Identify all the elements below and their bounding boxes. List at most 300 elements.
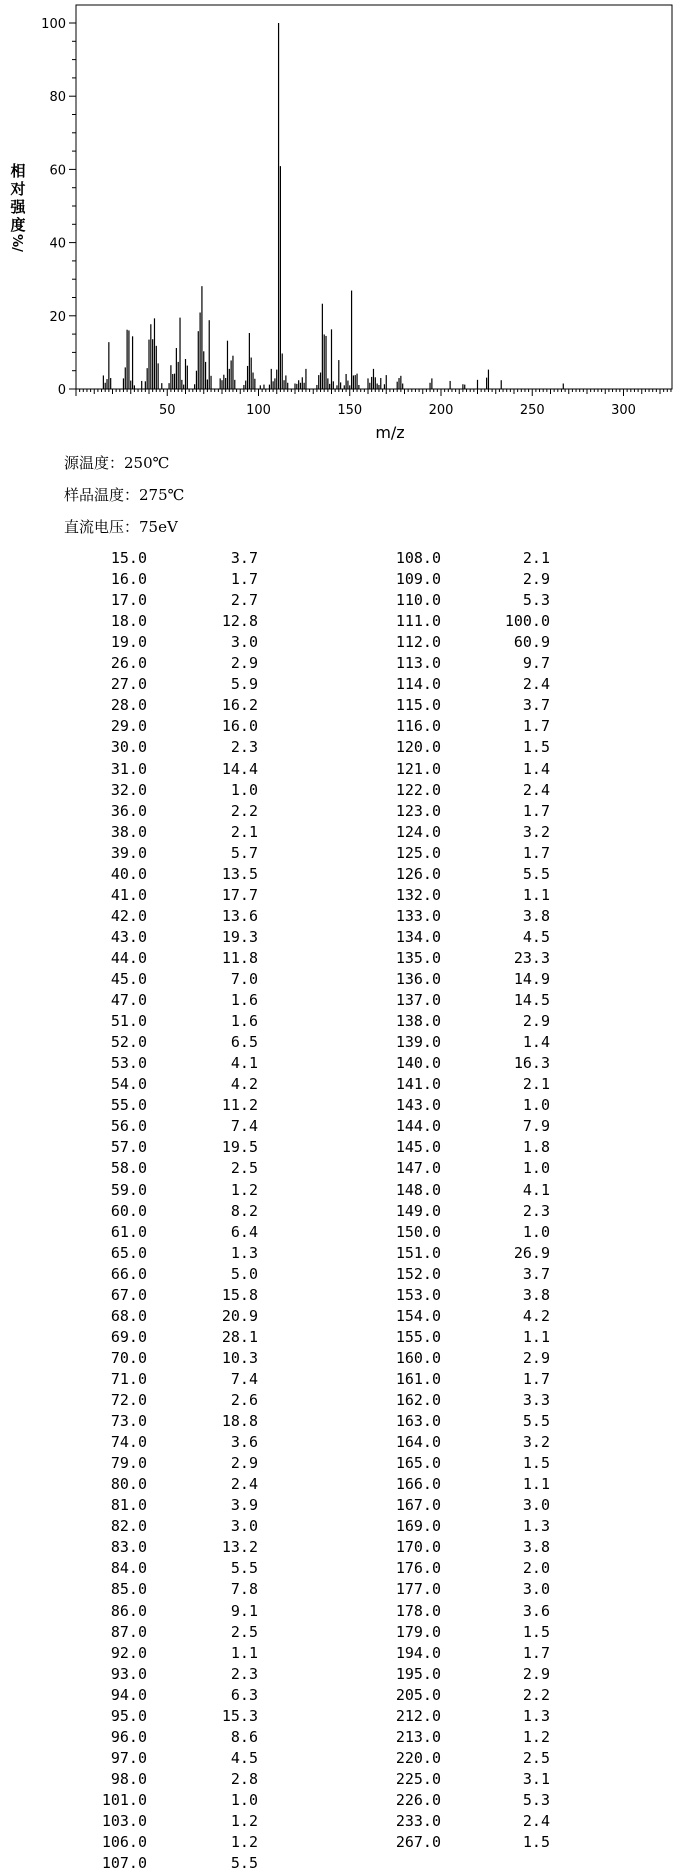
- intensity-value: 2.9: [522, 1348, 550, 1367]
- y-tick-label: 80: [49, 90, 66, 106]
- intensity-value: 26.9: [513, 1243, 550, 1262]
- table-row-right: [0, 1558, 680, 1579]
- mz-value: 115.0: [395, 696, 441, 715]
- intensity-value: 5.9: [230, 675, 258, 694]
- table-row-right: [0, 1537, 680, 1558]
- y-axis-label-char: 度: [10, 216, 26, 234]
- mz-value: 205.0: [395, 1685, 441, 1704]
- mz-value: 92.0: [110, 1643, 147, 1662]
- x-tick-label: 300: [611, 403, 636, 418]
- table-row-right: [0, 990, 680, 1011]
- intensity-value: 1.5: [522, 1454, 550, 1473]
- intensity-value: 1.4: [522, 1033, 550, 1052]
- mz-value: 84.0: [110, 1559, 147, 1578]
- intensity-value: 1.0: [522, 1159, 550, 1178]
- intensity-value: 1.1: [230, 1643, 258, 1662]
- mz-value: 96.0: [110, 1727, 147, 1746]
- mz-value: 167.0: [395, 1496, 441, 1515]
- intensity-value: 1.4: [522, 759, 550, 778]
- mz-value: 106.0: [101, 1833, 147, 1852]
- table-row-right: [0, 1664, 680, 1685]
- mz-value: 97.0: [110, 1748, 147, 1767]
- mz-value: 68.0: [110, 1306, 147, 1325]
- table-row-right: [0, 1243, 680, 1264]
- intensity-value: 12.8: [221, 612, 258, 631]
- table-row-right: [0, 906, 680, 927]
- intensity-value: 1.7: [230, 570, 258, 589]
- intensity-value: 4.1: [522, 1180, 550, 1199]
- mz-value: 126.0: [395, 864, 441, 883]
- table-row-right: [0, 1390, 680, 1411]
- intensity-value: 13.2: [221, 1538, 258, 1557]
- intensity-value: 14.9: [513, 970, 550, 988]
- table-row-right: [0, 1306, 680, 1327]
- mz-value: 135.0: [395, 948, 441, 967]
- table-row-right: [0, 1706, 680, 1727]
- intensity-value: 3.1: [522, 1769, 550, 1788]
- intensity-value: 3.0: [522, 1580, 550, 1599]
- x-tick-label: 100: [246, 403, 271, 418]
- dc-voltage: 直流电压：75eV: [64, 518, 178, 536]
- intensity-value: 3.6: [522, 1601, 550, 1620]
- table-row-right: [0, 948, 680, 969]
- mz-value: 18.0: [110, 612, 147, 631]
- intensity-value: 1.0: [522, 1096, 550, 1115]
- intensity-value: 3.2: [522, 822, 550, 841]
- mz-value: 74.0: [110, 1433, 147, 1452]
- intensity-value: 3.2: [522, 1433, 550, 1452]
- intensity-value: 19.3: [221, 927, 258, 946]
- mz-value: 73.0: [110, 1412, 147, 1431]
- intensity-value: 1.3: [522, 1706, 550, 1725]
- mz-value: 80.0: [110, 1475, 147, 1494]
- intensity-value: 1.1: [522, 885, 550, 904]
- intensity-value: 1.5: [522, 1622, 550, 1641]
- mass-spectrum-chart: [0, 0, 680, 450]
- intensity-value: 2.9: [230, 654, 258, 673]
- mz-value: 101.0: [101, 1790, 147, 1809]
- intensity-value: 3.6: [230, 1433, 258, 1452]
- intensity-value: 2.4: [522, 1812, 550, 1830]
- table-row-right: [0, 1116, 680, 1137]
- mz-value: 160.0: [395, 1348, 441, 1367]
- intensity-value: 15.8: [221, 1285, 258, 1304]
- mz-value: 112.0: [395, 633, 441, 652]
- mz-value: 145.0: [395, 1138, 441, 1157]
- mz-value: 47.0: [110, 991, 147, 1010]
- mz-value: 17.0: [110, 591, 147, 610]
- intensity-value: 28.1: [221, 1327, 258, 1346]
- y-axis-label-char: 对: [10, 180, 26, 198]
- intensity-value: 8.2: [230, 1201, 258, 1220]
- intensity-value: 100.0: [504, 612, 550, 631]
- intensity-value: 16.2: [221, 696, 258, 715]
- table-row-right: [0, 1285, 680, 1306]
- y-axis-label-char: 相: [10, 162, 26, 180]
- table-row-right: [0, 674, 680, 695]
- intensity-value: 20.9: [221, 1306, 258, 1325]
- mz-value: 51.0: [110, 1012, 147, 1031]
- intensity-value: 5.5: [522, 864, 550, 883]
- table-row-right: [0, 1643, 680, 1664]
- intensity-value: 1.5: [522, 738, 550, 757]
- mz-value: 155.0: [395, 1327, 441, 1346]
- intensity-value: 2.9: [522, 1012, 550, 1031]
- intensity-value: 1.0: [522, 1222, 550, 1241]
- intensity-value: 11.8: [221, 948, 258, 967]
- table-row-right: [0, 780, 680, 801]
- table-row-right: [0, 822, 680, 843]
- table-row-right: [0, 1053, 680, 1074]
- mz-value: 29.0: [110, 717, 147, 736]
- mz-value: 177.0: [395, 1580, 441, 1599]
- mz-value: 40.0: [110, 864, 147, 883]
- intensity-value: 1.6: [230, 991, 258, 1010]
- intensity-value: 3.7: [522, 1264, 550, 1283]
- intensity-value: 2.6: [230, 1391, 258, 1409]
- intensity-value: 6.5: [230, 1033, 258, 1052]
- table-row-right: [0, 1811, 680, 1832]
- mz-value: 108.0: [395, 549, 441, 567]
- intensity-value: 2.2: [230, 801, 258, 820]
- ticks-group: [41, 17, 671, 418]
- y-axis-label-char: 强: [10, 198, 26, 216]
- mz-value: 153.0: [395, 1285, 441, 1304]
- table-row-right: [0, 1074, 680, 1095]
- intensity-value: 16.3: [513, 1054, 550, 1073]
- mz-value: 39.0: [110, 843, 147, 862]
- intensity-value: 1.0: [230, 780, 258, 799]
- mz-value: 43.0: [110, 927, 147, 946]
- table-row-right: [0, 1369, 680, 1390]
- intensity-value: 5.0: [230, 1264, 258, 1283]
- mz-value: 44.0: [110, 948, 147, 967]
- mz-value: 114.0: [395, 675, 441, 694]
- mz-value: 213.0: [395, 1727, 441, 1746]
- intensity-value: 1.2: [230, 1833, 258, 1852]
- mz-value: 150.0: [395, 1222, 441, 1241]
- intensity-value: 7.0: [230, 970, 258, 988]
- mz-value: 55.0: [110, 1096, 147, 1115]
- intensity-value: 15.3: [221, 1706, 258, 1725]
- mz-value: 15.0: [110, 549, 147, 567]
- x-axis-label: m/z: [375, 423, 405, 442]
- y-tick-label: 40: [49, 236, 66, 252]
- y-tick-label: 100: [41, 17, 66, 32]
- intensity-value: 2.9: [522, 570, 550, 589]
- table-row-right: [0, 569, 680, 590]
- table-row-right: [0, 801, 680, 822]
- table-row-right: [0, 1832, 680, 1853]
- table-row-right: [0, 1495, 680, 1516]
- intensity-value: 1.7: [522, 1369, 550, 1388]
- intensity-value: 4.2: [522, 1306, 550, 1325]
- mz-value: 19.0: [110, 633, 147, 652]
- intensity-value: 3.8: [522, 1538, 550, 1557]
- mz-value: 164.0: [395, 1433, 441, 1452]
- table-row-right: [0, 1790, 680, 1811]
- table-row-right: [0, 1180, 680, 1201]
- plot-border: [76, 5, 672, 389]
- mz-value: 57.0: [110, 1138, 147, 1157]
- mz-value: 144.0: [395, 1117, 441, 1136]
- intensity-value: 1.1: [522, 1475, 550, 1494]
- intensity-value: 3.0: [230, 633, 258, 652]
- mz-value: 220.0: [395, 1748, 441, 1767]
- table-row-right: [0, 843, 680, 864]
- intensity-value: 1.8: [522, 1138, 550, 1157]
- table-row-right: [0, 759, 680, 780]
- mz-value: 65.0: [110, 1243, 147, 1262]
- mz-value: 85.0: [110, 1580, 147, 1599]
- mz-value: 162.0: [395, 1391, 441, 1409]
- intensity-value: 2.4: [522, 780, 550, 799]
- intensity-value: 2.2: [522, 1685, 550, 1704]
- intensity-value: 2.8: [230, 1769, 258, 1788]
- mz-value: 26.0: [110, 654, 147, 673]
- table-row-right: [0, 695, 680, 716]
- intensity-value: 60.9: [513, 633, 550, 652]
- mz-value: 121.0: [395, 759, 441, 778]
- mz-value: 166.0: [395, 1475, 441, 1494]
- table-row-right: [0, 1432, 680, 1453]
- table-row-right: [0, 1264, 680, 1285]
- table-row-right: [0, 653, 680, 674]
- intensity-value: 1.1: [522, 1327, 550, 1346]
- mz-value: 69.0: [110, 1327, 147, 1346]
- intensity-value: 3.0: [230, 1517, 258, 1536]
- y-tick-label: 20: [49, 309, 66, 325]
- intensity-value: 1.5: [522, 1833, 550, 1852]
- intensity-value: 2.9: [230, 1454, 258, 1473]
- mz-value: 125.0: [395, 843, 441, 862]
- intensity-value: 2.5: [522, 1748, 550, 1767]
- mz-value: 149.0: [395, 1201, 441, 1220]
- intensity-value: 2.1: [522, 1075, 550, 1094]
- mz-value: 93.0: [110, 1664, 147, 1683]
- sample-temperature: 样品温度：275℃: [64, 486, 185, 504]
- intensity-value: 5.3: [522, 1790, 550, 1809]
- table-row-right: [0, 1158, 680, 1179]
- mz-value: 82.0: [110, 1517, 147, 1536]
- mz-value: 148.0: [395, 1180, 441, 1199]
- mz-value: 27.0: [110, 675, 147, 694]
- intensity-value: 6.4: [230, 1222, 258, 1241]
- table-row-right: [0, 1474, 680, 1495]
- mz-value: 120.0: [395, 738, 441, 757]
- table-row-right: [0, 1453, 680, 1474]
- intensity-value: 3.3: [522, 1391, 550, 1409]
- mz-value: 79.0: [110, 1454, 147, 1473]
- table-row-right: [0, 1727, 680, 1748]
- mz-value: 61.0: [110, 1222, 147, 1241]
- mz-value: 179.0: [395, 1622, 441, 1641]
- mz-value: 123.0: [395, 801, 441, 820]
- mz-value: 195.0: [395, 1664, 441, 1683]
- mz-value: 81.0: [110, 1496, 147, 1515]
- intensity-value: 13.6: [221, 906, 258, 925]
- table-row-right: [0, 1011, 680, 1032]
- intensity-value: 7.9: [522, 1117, 550, 1136]
- table-row-right: [0, 1579, 680, 1600]
- mz-value: 147.0: [395, 1159, 441, 1178]
- intensity-value: 1.6: [230, 1012, 258, 1031]
- mz-value: 56.0: [110, 1117, 147, 1136]
- mz-value: 170.0: [395, 1538, 441, 1557]
- mz-value: 30.0: [110, 738, 147, 757]
- mz-value: 111.0: [395, 612, 441, 631]
- table-row-right: [0, 1137, 680, 1158]
- plot-frame: [76, 5, 672, 389]
- intensity-value: 19.5: [221, 1138, 258, 1157]
- mz-value: 136.0: [395, 970, 441, 988]
- table-row-right: [0, 716, 680, 737]
- mz-value: 134.0: [395, 927, 441, 946]
- mz-value: 107.0: [101, 1854, 147, 1873]
- mz-value: 122.0: [395, 780, 441, 799]
- table-row-right: [0, 1348, 680, 1369]
- mz-value: 212.0: [395, 1706, 441, 1725]
- mz-value: 169.0: [395, 1517, 441, 1536]
- mz-value: 226.0: [395, 1790, 441, 1809]
- intensity-value: 1.7: [522, 801, 550, 820]
- table-row-right: [0, 1622, 680, 1643]
- intensity-value: 17.7: [221, 885, 258, 904]
- intensity-value: 2.4: [522, 675, 550, 694]
- mz-value: 103.0: [101, 1812, 147, 1830]
- mz-value: 87.0: [110, 1622, 147, 1641]
- x-tick-label: 200: [428, 403, 454, 418]
- intensity-value: 1.2: [522, 1727, 550, 1746]
- intensity-value: 3.0: [522, 1496, 550, 1515]
- table-row-right: [0, 885, 680, 906]
- mz-value: 38.0: [110, 822, 147, 841]
- table-row-right: [0, 737, 680, 758]
- mz-value: 165.0: [395, 1454, 441, 1473]
- intensity-value: 6.3: [230, 1685, 258, 1704]
- table-row-right: [0, 1095, 680, 1116]
- table-row-right: [0, 632, 680, 653]
- mz-value: 58.0: [110, 1159, 147, 1178]
- table-row-right: [0, 611, 680, 632]
- mz-value: 267.0: [395, 1833, 441, 1852]
- mz-value: 16.0: [110, 570, 147, 589]
- x-tick-label: 150: [337, 403, 363, 418]
- mz-value: 70.0: [110, 1348, 147, 1367]
- intensity-value: 2.1: [230, 822, 258, 841]
- mz-value: 137.0: [395, 991, 441, 1010]
- intensity-value: 1.7: [522, 717, 550, 736]
- intensity-value: 4.5: [522, 927, 550, 946]
- mz-value: 54.0: [110, 1075, 147, 1094]
- mz-value: 109.0: [395, 570, 441, 589]
- x-tick-label: 50: [158, 403, 176, 418]
- intensity-value: 2.3: [230, 738, 258, 757]
- mz-value: 124.0: [395, 822, 441, 841]
- intensity-value: 1.7: [522, 843, 550, 862]
- table-row-right: [0, 590, 680, 611]
- table-row-right: [0, 1327, 680, 1348]
- mz-value: 66.0: [110, 1264, 147, 1283]
- mz-value: 154.0: [395, 1306, 441, 1325]
- source-temperature: 源温度：250℃: [64, 454, 170, 472]
- intensity-value: 10.3: [221, 1348, 258, 1367]
- table-row-right: [0, 1222, 680, 1243]
- intensity-value: 5.5: [230, 1854, 258, 1873]
- mz-value: 95.0: [110, 1706, 147, 1725]
- intensity-value: 3.7: [230, 549, 258, 567]
- peaks-group: [103, 23, 563, 389]
- mz-value: 45.0: [110, 970, 147, 988]
- intensity-value: 5.5: [230, 1559, 258, 1578]
- mz-value: 133.0: [395, 906, 441, 925]
- table-row-right: [0, 1516, 680, 1537]
- mz-value: 194.0: [395, 1643, 441, 1662]
- intensity-value: 23.3: [513, 948, 550, 967]
- mz-value: 152.0: [395, 1264, 441, 1283]
- mz-value: 71.0: [110, 1369, 147, 1388]
- intensity-value: 2.5: [230, 1159, 258, 1178]
- intensity-value: 3.8: [522, 1285, 550, 1304]
- mz-value: 67.0: [110, 1285, 147, 1304]
- intensity-value: 3.7: [522, 696, 550, 715]
- mz-value: 116.0: [395, 717, 441, 736]
- y-axis-label: [9, 162, 26, 252]
- intensity-value: 11.2: [221, 1096, 258, 1115]
- mz-value: 60.0: [110, 1201, 147, 1220]
- mz-value: 151.0: [395, 1243, 441, 1262]
- intensity-value: 7.4: [230, 1117, 258, 1136]
- intensity-value: 2.3: [230, 1664, 258, 1683]
- mz-value: 32.0: [110, 780, 147, 799]
- intensity-value: 7.8: [230, 1580, 258, 1599]
- intensity-value: 4.1: [230, 1054, 258, 1073]
- intensity-value: 18.8: [221, 1412, 258, 1431]
- mz-value: 94.0: [110, 1685, 147, 1704]
- intensity-value: 8.6: [230, 1727, 258, 1746]
- y-tick-label: 60: [49, 163, 66, 179]
- mz-value: 141.0: [395, 1075, 441, 1094]
- intensity-value: 2.1: [522, 549, 550, 567]
- mz-value: 140.0: [395, 1054, 441, 1073]
- intensity-value: 3.8: [522, 906, 550, 925]
- intensity-value: 14.5: [513, 991, 550, 1010]
- table-row-right: [0, 1685, 680, 1706]
- table-row-right: [0, 969, 680, 990]
- mz-value: 41.0: [110, 885, 147, 904]
- mz-value: 31.0: [110, 759, 147, 778]
- mz-value: 59.0: [110, 1180, 147, 1199]
- mz-value: 42.0: [110, 906, 147, 925]
- intensity-value: 9.1: [230, 1601, 258, 1620]
- intensity-value: 2.7: [230, 591, 258, 610]
- mz-value: 143.0: [395, 1096, 441, 1115]
- table-row-right: [0, 927, 680, 948]
- mz-value: 132.0: [395, 885, 441, 904]
- y-tick-label: 0: [57, 383, 66, 398]
- intensity-value: 5.7: [230, 843, 258, 862]
- intensity-value: 4.5: [230, 1748, 258, 1767]
- mz-value: 53.0: [110, 1054, 147, 1073]
- mz-value: 36.0: [110, 801, 147, 820]
- intensity-value: 2.9: [522, 1664, 550, 1683]
- intensity-value: 2.3: [522, 1201, 550, 1220]
- mz-value: 139.0: [395, 1033, 441, 1052]
- table-row-right: [0, 1601, 680, 1622]
- table-row-right: [0, 1411, 680, 1432]
- mz-value: 83.0: [110, 1538, 147, 1557]
- intensity-value: 9.7: [522, 654, 550, 673]
